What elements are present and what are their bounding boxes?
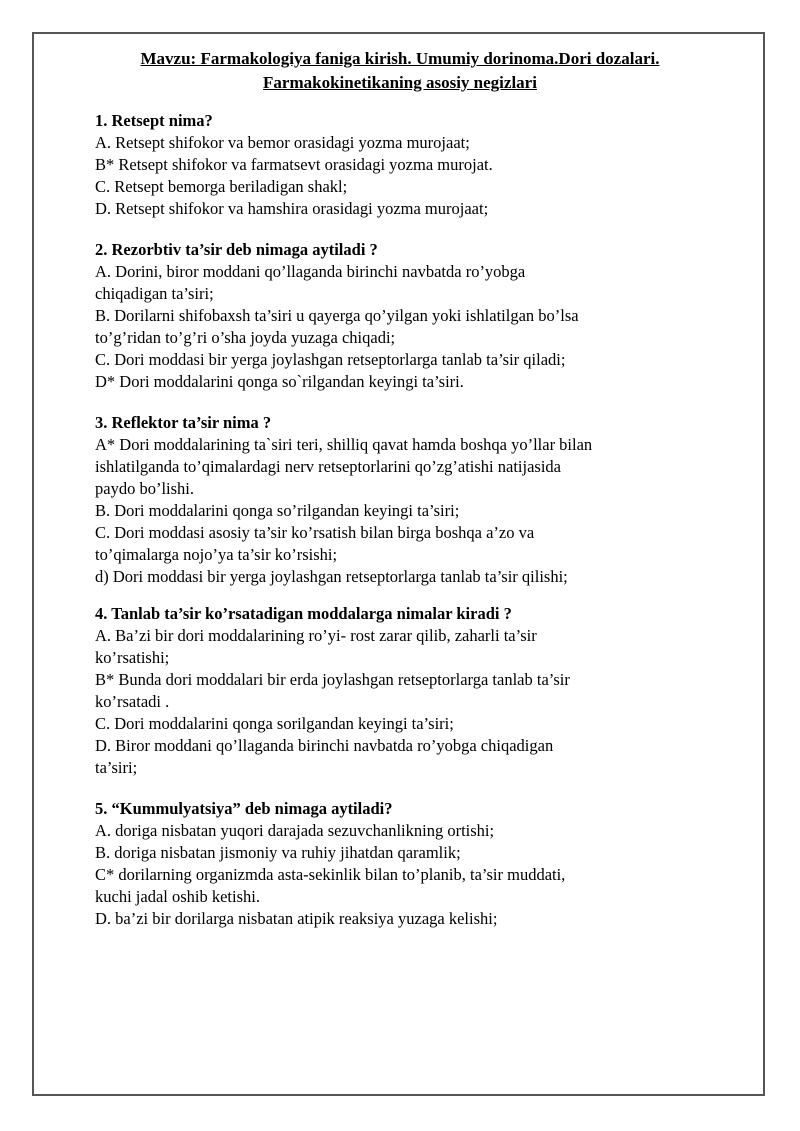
document-title-line-1: Mavzu: Farmakologiya faniga kirish. Umumiy dorinoma.Dori dozalari. [140, 49, 660, 68]
question-4-title: 4. Tanlab ta’sir ko’rsatadigan moddalarga nimalar kiradi ? [95, 604, 512, 623]
question-2-line-5: C. Dori moddasi bir yerga joylashgan retseptorlarga tanlab ta’sir qiladi; [95, 350, 566, 369]
question-4-line-4: ko’rsatadi . [95, 692, 170, 711]
question-2-title: 2. Rezorbtiv ta’sir deb nimaga aytiladi ? [95, 240, 378, 259]
question-1-option-a: A. Retsept shifokor va bemor orasidagi yozma murojaat; [95, 133, 470, 152]
question-3-line-3: paydo bo’lishi. [95, 479, 194, 498]
question-3-line-5: C. Dori moddasi asosiy ta’sir ko’rsatish bilan birga boshqa a’zo va [95, 523, 535, 542]
question-2-line-3: B. Dorilarni shifobaxsh ta’siri u qayerga qo’yilgan yoki ishlatilgan bo’lsa [95, 306, 579, 325]
question-5-title: 5. “Kummulyatsiya” deb nimaga aytiladi? [95, 799, 393, 818]
question-5-option-d: D. ba’zi bir dorilarga nisbatan atipik reaksiya yuzaga kelishi; [95, 909, 498, 928]
question-5-option-c-continued: kuchi jadal oshib ketishi. [95, 887, 260, 906]
question-3-line-4: B. Dori moddalarini qonga so’rilgandan keyingi ta’siri; [95, 501, 460, 520]
question-4-line-2: ko’rsatishi; [95, 648, 170, 667]
question-4-line-3: B* Bunda dori moddalari bir erda joylashgan retseptorlarga tanlab ta’sir [95, 670, 570, 689]
question-1-title: 1. Retsept nima? [95, 111, 213, 130]
question-2-line-1: A. Dorini, biror moddani qo’llaganda birinchi navbatda ro’yobga [95, 262, 526, 281]
document-title-line-2: Farmakokinetikaning asosiy negizlari [263, 73, 537, 92]
question-5-option-c: C* dorilarning organizmda asta-sekinlik bilan to’planib, ta’sir muddati, [95, 865, 566, 884]
question-4-line-1: A. Ba’zi bir dori moddalarining ro’yi- rost zarar qilib, zaharli ta’sir [95, 626, 537, 645]
question-4-line-7: ta’siri; [95, 758, 138, 777]
question-2-line-2: chiqadigan ta’siri; [95, 284, 214, 303]
question-2-line-6: D* Dori moddalarini qonga so`rilgandan keyingi ta’siri. [95, 372, 464, 391]
question-1-option-d: D. Retsept shifokor va hamshira orasidagi yozma murojaat; [95, 199, 489, 218]
question-1-option-b: B* Retsept shifokor va farmatsevt orasidagi yozma murojat. [95, 155, 493, 174]
question-5-option-b: B. doriga nisbatan jismoniy va ruhiy jihatdan qaramlik; [95, 843, 461, 862]
question-4-line-6: D. Biror moddani qo’llaganda birinchi navbatda ro’yobga chiqadigan [95, 736, 554, 755]
question-3-line-6: to’qimalarga nojo’ya ta’sir ko’rsishi; [95, 545, 338, 564]
question-1-option-c: C. Retsept bemorga beriladigan shakl; [95, 177, 348, 196]
question-3-title: 3. Reflektor ta’sir nima ? [95, 413, 272, 432]
question-4-line-5: C. Dori moddalarini qonga sorilgandan keyingi ta’siri; [95, 714, 454, 733]
question-2-line-4: to’g’ridan to’g’ri o’sha joyda yuzaga chiqadi; [95, 328, 396, 347]
question-3-line-1: A* Dori moddalarining ta`siri teri, shilliq qavat hamda boshqa yo’llar bilan [95, 435, 593, 454]
question-5-option-a: A. doriga nisbatan yuqori darajada sezuvchanlikning ortishi; [95, 821, 495, 840]
question-3-line-7: d) Dori moddasi bir yerga joylashgan retseptorlarga tanlab ta’sir qilishi; [95, 567, 568, 586]
question-3-line-2: ishlatilganda to’qimalardagi nerv retseptorlarini qo’zg’atishi natijasida [95, 457, 561, 476]
